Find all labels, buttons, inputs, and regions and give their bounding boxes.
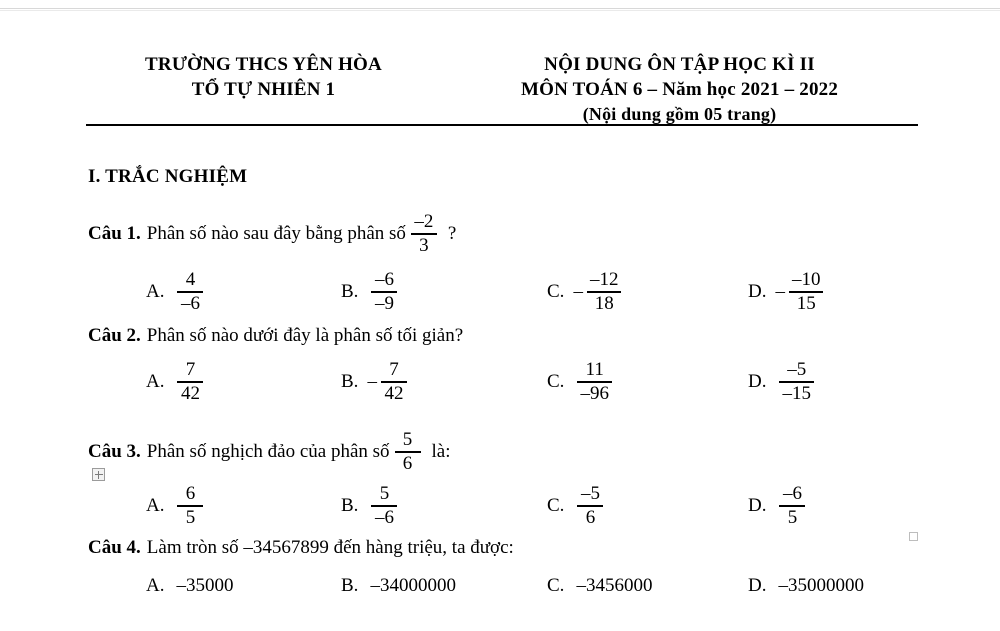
- fraction-numerator: –10: [791, 269, 821, 290]
- option-fraction: [575, 360, 614, 404]
- option-fraction: [585, 270, 624, 314]
- question-1-options: [0, 270, 1000, 326]
- fraction-denominator: –96: [580, 382, 609, 404]
- resize-handle-icon[interactable]: [909, 532, 918, 541]
- fraction-numerator: 5: [402, 429, 413, 450]
- question-2-label: Câu 2.: [88, 325, 141, 346]
- question-2-options: [0, 360, 1000, 416]
- fraction-numerator: –12: [589, 269, 619, 290]
- question-3-option-b[interactable]: [341, 484, 399, 528]
- option-fraction: [575, 484, 605, 528]
- question-2-option-c[interactable]: [547, 360, 614, 404]
- fraction-numerator: 4: [185, 269, 196, 290]
- question-2-option-a[interactable]: [146, 360, 205, 404]
- header-page-count: (Nội dung gồm 05 trang): [582, 104, 777, 124]
- question-4: [88, 537, 514, 559]
- header-school-block: [86, 52, 441, 102]
- question-3-option-c[interactable]: [547, 484, 605, 528]
- question-2-option-b[interactable]: [341, 360, 409, 404]
- fraction-denominator: 6: [585, 506, 596, 528]
- option-letter: C.: [547, 575, 565, 596]
- option-value: –35000000: [778, 575, 864, 596]
- question-2-option-d[interactable]: [748, 360, 816, 404]
- option-letter: A.: [146, 575, 165, 596]
- fraction-numerator: –6: [374, 269, 394, 290]
- option-letter: B.: [341, 280, 359, 302]
- fraction-denominator: 6: [402, 452, 413, 474]
- section-title-multiple-choice: I. TRẮC NGHIỆM: [88, 166, 248, 187]
- header-department: TỔ TỰ NHIÊN 1: [191, 79, 336, 100]
- fraction-numerator: 6: [185, 483, 196, 504]
- option-letter: A.: [146, 494, 165, 516]
- option-value: –35000: [176, 575, 234, 596]
- fraction-denominator: 18: [594, 292, 614, 314]
- fraction-denominator: –6: [374, 506, 394, 528]
- option-letter: D.: [748, 494, 767, 516]
- question-4-label: Câu 4.: [88, 537, 141, 558]
- fraction-denominator: 5: [787, 506, 798, 528]
- option-letter: A.: [146, 280, 165, 302]
- question-4-text: Làm tròn số –34567899 đến hàng triệu, ta được:: [146, 537, 514, 558]
- fraction-numerator: –2: [414, 211, 434, 232]
- option-fraction: [777, 360, 816, 404]
- header-doc-title: NỘI DUNG ÔN TẬP HỌC KÌ II: [544, 54, 815, 75]
- header-school-name: TRƯỜNG THCS YÊN HÒA: [145, 54, 382, 75]
- question-4-option-c[interactable]: [547, 575, 652, 597]
- option-fraction: [777, 484, 807, 528]
- option-fraction: [369, 484, 399, 528]
- question-4-option-b[interactable]: [341, 575, 456, 597]
- question-1: [88, 212, 456, 256]
- move-handle-icon[interactable]: [92, 468, 105, 481]
- option-fraction: [175, 270, 205, 314]
- fraction-numerator: –5: [787, 359, 807, 380]
- fraction-denominator: 42: [384, 382, 404, 404]
- fraction-numerator: 7: [185, 359, 196, 380]
- fraction-denominator: –9: [374, 292, 394, 314]
- header-subject-year: MÔN TOÁN 6 – Năm học 2021 – 2022: [520, 79, 839, 100]
- document-header: [86, 52, 918, 127]
- fraction-numerator: 11: [585, 359, 604, 380]
- option-value: –34000000: [370, 575, 456, 596]
- option-fraction: [369, 270, 399, 314]
- fraction-denominator: 42: [180, 382, 200, 404]
- question-3: [88, 430, 451, 474]
- fraction-numerator: –6: [782, 483, 802, 504]
- question-1-label: Câu 1.: [88, 222, 141, 244]
- option-letter: D.: [748, 575, 767, 596]
- question-3-tail: là:: [431, 440, 451, 462]
- question-1-text: Phân số nào sau đây bằng phân số: [146, 222, 406, 244]
- question-4-option-a[interactable]: [146, 575, 233, 597]
- fraction-numerator: –5: [580, 483, 600, 504]
- option-fraction: [787, 270, 826, 314]
- question-4-option-d[interactable]: [748, 575, 864, 597]
- option-letter: A.: [146, 370, 165, 392]
- question-1-tail: ?: [447, 222, 457, 244]
- question-3-inline-fraction: [393, 430, 423, 474]
- page-top-edge: [0, 8, 1000, 9]
- option-letter: B.: [341, 494, 359, 516]
- question-2: [88, 325, 463, 347]
- fraction-denominator: 5: [185, 506, 196, 528]
- fraction-denominator: –6: [180, 292, 200, 314]
- header-divider: [86, 124, 918, 126]
- question-3-options: [0, 484, 1000, 540]
- question-3-label: Câu 3.: [88, 440, 141, 462]
- question-3-text: Phân số nghịch đảo của phân số: [146, 440, 390, 462]
- option-letter: B.: [341, 370, 359, 392]
- option-letter: C.: [547, 280, 565, 302]
- option-value: –3456000: [576, 575, 653, 596]
- option-fraction: [175, 360, 205, 404]
- question-1-option-a[interactable]: [146, 270, 205, 314]
- fraction-denominator: –15: [782, 382, 811, 404]
- option-letter: C.: [547, 370, 565, 392]
- question-3-option-a[interactable]: [146, 484, 205, 528]
- fraction-denominator: 15: [796, 292, 816, 314]
- fraction-numerator: 5: [379, 483, 390, 504]
- question-1-inline-fraction: [409, 212, 439, 256]
- question-2-text: Phân số nào dưới đây là phân số tối giản?: [146, 325, 464, 346]
- option-fraction: [379, 360, 409, 404]
- option-letter: D.: [748, 280, 767, 302]
- option-fraction: [175, 484, 205, 528]
- question-1-option-d[interactable]: [748, 270, 825, 314]
- option-letter: B.: [341, 575, 359, 596]
- option-sign: –: [367, 370, 377, 392]
- question-1-option-b[interactable]: [341, 270, 399, 314]
- option-letter: D.: [748, 370, 767, 392]
- option-sign: –: [775, 280, 785, 302]
- page-top-edge-shadow: [0, 10, 1000, 11]
- question-3-option-d[interactable]: [748, 484, 807, 528]
- question-1-option-c[interactable]: [547, 270, 623, 314]
- fraction-numerator: 7: [389, 359, 399, 380]
- option-sign: –: [573, 280, 583, 302]
- fraction-denominator: 3: [419, 234, 429, 256]
- header-title-block: [441, 52, 918, 127]
- question-4-options: [0, 575, 1000, 631]
- option-letter: C.: [547, 494, 565, 516]
